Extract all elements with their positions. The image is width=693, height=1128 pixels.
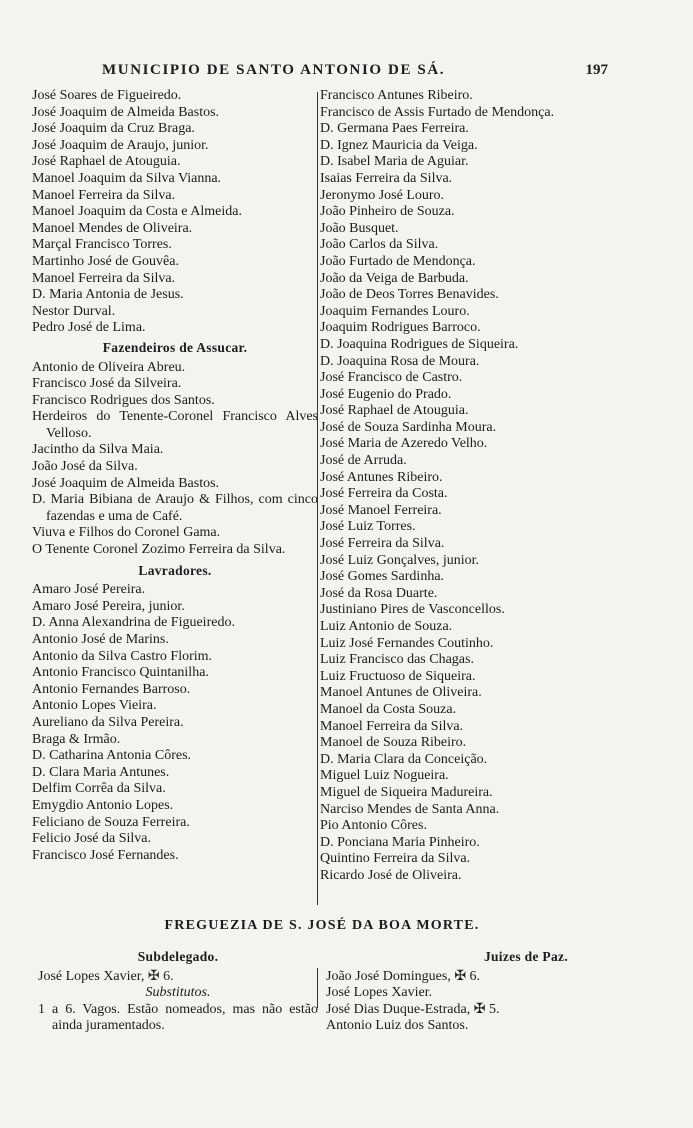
juizes-list — [326, 969, 608, 1035]
list-item: José Joaquim de Almeida Bastos. — [32, 104, 220, 120]
substitutos-text: 1 a 6. Vagos. Estão nomeados, mas não estão ainda juramentados. — [38, 1001, 318, 1034]
list-item: João Busquet. — [320, 220, 399, 236]
list-item: Francisco Antunes Ribeiro. — [320, 88, 473, 103]
fazendeiros-list — [32, 360, 318, 559]
list-item: D. Clara Maria Antunes. — [32, 764, 170, 780]
list-item: Manoel Joaquim da Costa e Almeida. — [32, 204, 242, 220]
list-item: Viuva e Filhos do Coronel Gama. — [32, 525, 221, 541]
list-item: D. Anna Alexandrina de Figueiredo. — [32, 615, 235, 631]
page-number: 197 — [585, 62, 608, 78]
list-item: José Ferreira da Silva. — [320, 536, 445, 552]
section-heading-fazendeiros: Fazendeiros de Assucar. — [102, 339, 248, 355]
list-item: Joaquim Fernandes Louro. — [320, 303, 470, 319]
list-item: Antonio de Oliveira Abreu. — [32, 359, 186, 375]
list-item: D. Joaquina Rodrigues de Siqueira. — [320, 336, 519, 352]
list-item: Martinho José de Gouvêa. — [32, 253, 179, 269]
name-list-continued — [32, 88, 318, 337]
subdelegado-entry — [38, 969, 318, 986]
list-item: José Ferreira da Costa. — [320, 486, 448, 502]
list-item: D. Maria Antonia de Jesus. — [32, 287, 184, 303]
list-item: João Pinheiro de Souza. — [320, 204, 455, 220]
list-item: Amaro José Pereira. — [32, 582, 146, 598]
list-item: João da Veiga de Barbuda. — [320, 270, 469, 286]
list-item: Emygdio Antonio Lopes. — [32, 797, 174, 813]
list-item: D. Catharina Antonia Côres. — [32, 748, 192, 764]
list-item: José Raphael de Atouguia. — [320, 403, 469, 419]
juiz-entry — [326, 985, 608, 1002]
juizes-section — [326, 946, 608, 1035]
list-item: Miguel Luiz Nogueira. — [320, 768, 449, 784]
list-item: Francisco José da Silveira. — [32, 376, 182, 392]
list-item: José Joaquim de Araujo, junior. — [32, 137, 209, 153]
juiz-entry — [326, 1002, 608, 1019]
list-item: José Joaquim da Cruz Braga. — [32, 121, 195, 137]
list-item: Miguel de Siqueira Madureira. — [320, 784, 493, 800]
list-item: D. Ponciana Maria Pinheiro. — [320, 834, 480, 850]
list-item: Delfim Corrêa da Silva. — [32, 781, 166, 797]
list-item: Francisco José Fernandes. — [32, 847, 179, 863]
list-item: João Furtado de Mendonça. — [320, 253, 476, 269]
list-item: D. Maria Bibiana de Araujo & Filhos, com cinco fazendas e uma de Café. — [32, 492, 318, 524]
list-item: Marçal Francisco Torres. — [32, 237, 172, 253]
list-item: D. Isabel Maria de Aguiar. — [320, 154, 469, 170]
list-item: Luiz Fructuoso de Siqueira. — [320, 668, 476, 684]
lavradores-list-continued — [320, 88, 610, 885]
list-item: Manoel Mendes de Oliveira. — [32, 220, 193, 236]
page-header — [36, 62, 608, 84]
list-item: José Francisco de Castro. — [320, 370, 463, 386]
list-item: Antonio da Silva Castro Florim. — [32, 648, 213, 664]
list-item: Luiz Francisco das Chagas. — [320, 652, 474, 668]
left-column — [32, 88, 318, 864]
list-item: O Tenente Coronel Zozimo Ferreira da Silva. — [32, 542, 286, 558]
list-item: João Carlos da Silva. — [320, 237, 439, 253]
list-item: Antonio Fernandes Barroso. — [32, 681, 191, 697]
juiz-name: José Lopes Xavier. — [326, 985, 433, 1001]
list-item: Braga & Irmão. — [32, 731, 121, 747]
list-item: Amaro José Pereira, junior. — [32, 598, 185, 614]
list-item: Pedro José de Lima. — [32, 320, 146, 336]
list-item: Manoel da Costa Souza. — [320, 701, 457, 717]
list-item: D. Maria Clara da Conceição. — [320, 751, 488, 767]
list-item: Herdeiros do Tenente-Coronel Francisco Alves Velloso. — [32, 409, 318, 441]
list-item: José Maria de Azeredo Velho. — [320, 436, 488, 452]
list-item: José Raphael de Atouguia. — [32, 154, 181, 170]
list-item: Manoel Joaquim da Silva Vianna. — [32, 170, 222, 186]
list-item: D. Joaquina Rosa de Moura. — [320, 353, 480, 369]
list-item: Jeronymo José Louro. — [320, 187, 445, 203]
list-item: Quintino Ferreira da Silva. — [320, 851, 471, 867]
subdelegado-section — [38, 946, 318, 1035]
list-item: José Joaquim de Almeida Bastos. — [32, 475, 220, 491]
list-item: Justiniano Pires de Vasconcellos. — [320, 602, 505, 618]
list-item: Manoel de Souza Ribeiro. — [320, 735, 467, 751]
list-item: D. Ignez Mauricia da Veiga. — [320, 137, 478, 153]
list-item: José de Arruda. — [320, 453, 407, 469]
juiz-entry — [326, 969, 608, 986]
page-title: MUNICIPIO DE SANTO ANTONIO DE SÁ. — [102, 62, 446, 78]
list-item: Manoel Ferreira da Silva. — [320, 718, 464, 734]
list-item: Francisco Rodrigues dos Santos. — [32, 392, 215, 408]
list-item: José Luiz Torres. — [320, 519, 416, 535]
list-item: Narciso Mendes de Santa Anna. — [320, 801, 500, 817]
substitutos-heading: Substitutos. — [145, 985, 211, 1001]
list-item: José de Souza Sardinha Moura. — [320, 419, 497, 435]
order-cross-icon: ✠ 6. — [147, 968, 174, 984]
list-item: Isaias Ferreira da Silva. — [320, 170, 453, 186]
list-item: José Soares de Figueiredo. — [32, 88, 182, 103]
list-item: Francisco de Assis Furtado de Mendonça. — [320, 104, 555, 120]
list-item: João José da Silva. — [32, 459, 138, 475]
list-item: José Manoel Ferreira. — [320, 502, 442, 518]
list-item: Luiz Antonio de Souza. — [320, 619, 453, 634]
list-item: Jacintho da Silva Maia. — [32, 442, 164, 458]
subdelegado-heading: Subdelegado. — [137, 949, 219, 964]
list-item: Luiz José Fernandes Coutinho. — [320, 635, 494, 651]
lavradores-list — [32, 582, 318, 864]
list-item: Manoel Ferreira da Silva. — [32, 270, 176, 286]
section-heading-lavradores: Lavradores. — [138, 562, 212, 578]
list-item: Pio Antonio Côres. — [320, 818, 427, 834]
list-item: Manoel Ferreira da Silva. — [32, 187, 176, 203]
list-item: Joaquim Rodrigues Barroco. — [320, 320, 481, 336]
list-item: Aureliano da Silva Pereira. — [32, 714, 184, 730]
juiz-name: José Dias Duque-Estrada, — [326, 1001, 471, 1017]
list-item: Antonio Francisco Quintanilha. — [32, 665, 209, 681]
right-column — [320, 88, 610, 885]
juizes-heading: Juizes de Paz. — [483, 949, 568, 964]
freguezia-title: FREGUEZIA DE S. JOSÉ DA BOA MORTE. — [164, 918, 480, 933]
list-item: José Gomes Sardinha. — [320, 569, 445, 585]
list-item: Manoel Antunes de Oliveira. — [320, 685, 482, 701]
list-item: José da Rosa Duarte. — [320, 585, 438, 601]
list-item: João de Deos Torres Benavides. — [320, 287, 499, 303]
juiz-entry — [326, 1018, 608, 1035]
list-item: José Antunes Ribeiro. — [320, 469, 443, 485]
list-item: Ricardo José de Oliveira. — [320, 867, 462, 883]
list-item: Felicio José da Silva. — [32, 831, 151, 847]
order-cross-icon: ✠ 6. — [454, 968, 481, 984]
list-item: José Luiz Gonçalves, junior. — [320, 552, 480, 568]
list-item: D. Germana Paes Ferreira. — [320, 121, 469, 137]
list-item: Antonio José de Marins. — [32, 632, 169, 647]
list-item: Feliciano de Souza Ferreira. — [32, 814, 190, 830]
order-cross-icon: ✠ 5. — [473, 1001, 500, 1017]
list-item: José Eugenio do Prado. — [320, 386, 452, 402]
subdelegado-name: José Lopes Xavier, — [38, 968, 145, 984]
list-item: Antonio Lopes Vieira. — [32, 698, 157, 714]
juiz-name: João José Domingues, — [326, 968, 451, 984]
list-item: Nestor Durval. — [32, 303, 116, 319]
juiz-name: Antonio Luiz dos Santos. — [326, 1018, 469, 1034]
